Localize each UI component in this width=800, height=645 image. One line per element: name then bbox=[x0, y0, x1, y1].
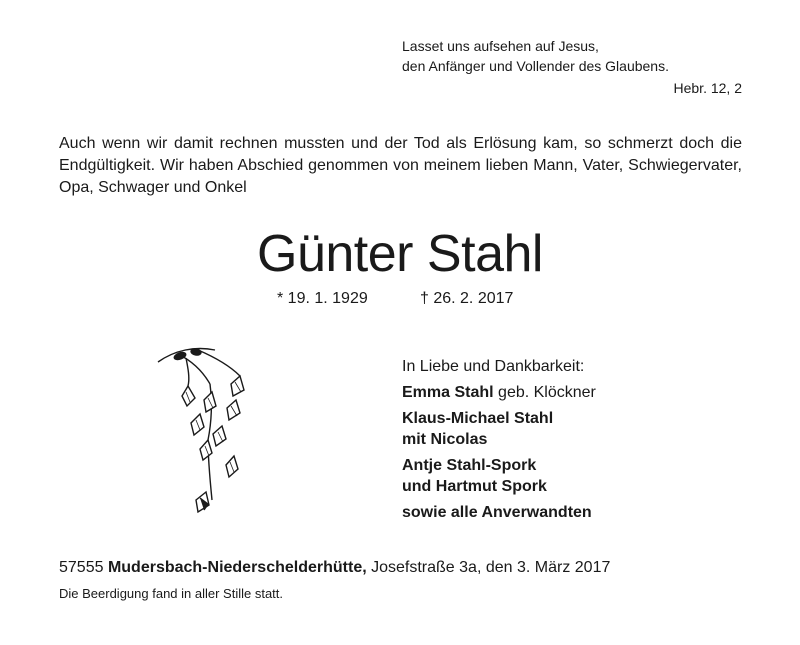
verse-reference: Hebr. 12, 2 bbox=[673, 80, 742, 96]
birth-date: * 19. 1. 1929 bbox=[277, 290, 368, 307]
funeral-note: Die Beerdigung fand in aller Stille statt. bbox=[59, 586, 284, 601]
bible-verse bbox=[402, 36, 669, 76]
mourner-emma bbox=[402, 382, 596, 403]
mourners-list bbox=[402, 356, 596, 528]
mourner-klaus-with: mit Nicolas bbox=[402, 431, 488, 448]
address-rest: Josefstraße 3a, den 3. März 2017 bbox=[366, 559, 611, 576]
verse-line-2: den Anfänger und Vollender des Glaubens. bbox=[402, 58, 669, 74]
mourner-others-text: sowie alle Anverwandten bbox=[402, 504, 592, 521]
birch-branch-icon bbox=[150, 340, 260, 535]
address-line bbox=[59, 559, 610, 577]
address-town: Mudersbach-Niederschelderhütte, bbox=[107, 559, 367, 576]
mourner-klaus-name: Klaus-Michael Stahl bbox=[402, 410, 554, 427]
address-zip: 57555 bbox=[59, 559, 108, 576]
verse-line-1: Lasset uns aufsehen auf Jesus, bbox=[402, 38, 599, 54]
mourner-emma-name: Emma Stahl bbox=[402, 384, 494, 401]
mourner-hartmut-name: und Hartmut Spork bbox=[402, 478, 547, 495]
mourner-emma-suffix: geb. Klöckner bbox=[493, 384, 596, 401]
deceased-name: Günter Stahl bbox=[257, 225, 543, 283]
death-date: † 26. 2. 2017 bbox=[420, 290, 514, 307]
mourner-others bbox=[402, 502, 596, 523]
mourners-intro: In Liebe und Dankbarkeit: bbox=[402, 358, 585, 375]
mourner-klaus bbox=[402, 408, 596, 450]
mourner-antje bbox=[402, 455, 596, 497]
mourner-antje-name: Antje Stahl-Spork bbox=[402, 457, 537, 474]
intro-paragraph: Auch wenn wir damit rechnen mussten und der Tod als Erlösung kam, so schmerzt doch die Endgültigkeit. Wir haben Abschied genommen von meinem lieben Mann, Vater, Schwiegervater, Opa, Schwager und Onkel bbox=[59, 135, 742, 196]
